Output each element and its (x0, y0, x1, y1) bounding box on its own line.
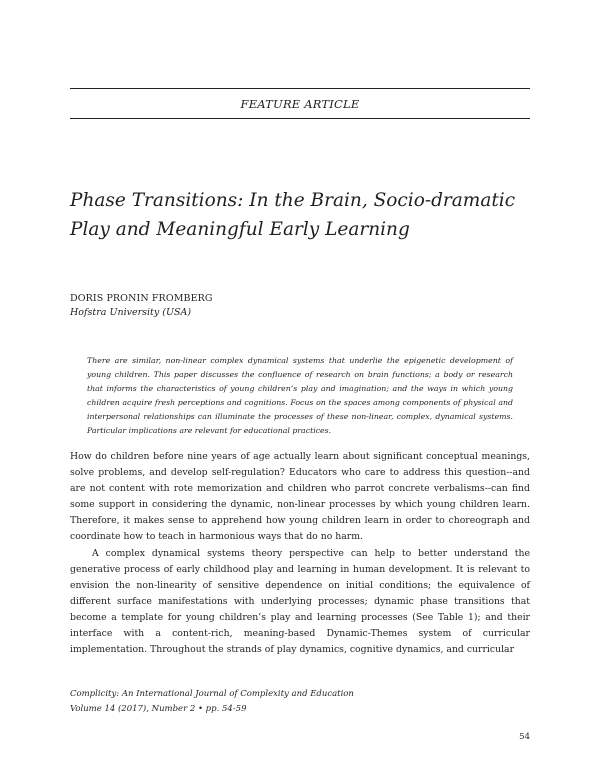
abstract: There are similar, non-linear complex dynamical systems that underlie the epigenetic development of young children. This paper discusses the confluence of research on brain functions; a body or research that informs the characteristics of young children’s play and imagination; and the ways in which young children acquire fresh perceptions and cognitions. Focus on the spaces among components of physical and interpersonal relationships can illuminate the processes of these non-linear, complex, dynamical systems. Particular implications are relevant for educational practices. (87, 356, 513, 435)
section-label: FEATURE ARTICLE (240, 97, 360, 111)
author-affiliation: Hofstra University (USA) (70, 307, 192, 318)
journal-citation (70, 687, 354, 717)
article-body (70, 449, 530, 658)
author-name: DORIS PRONIN FROMBERG (70, 293, 213, 304)
header-top-rule (70, 88, 530, 89)
journal-name: Complicity: An International Journal of Complexity and Education (70, 689, 354, 699)
article-title: Phase Transitions: In the Brain, Socio-dramatic Play and Meaningful Early Learning (70, 190, 516, 240)
page-number: 54 (519, 732, 530, 742)
body-paragraph-1: How do children before nine years of age actually learn about significant conceptual meanings, solve problems, and develop self-regulation? Educators who care to address this question--and are not content with rote memorization and children who parrot concrete verbalisms--can find some support in considering the dynamic, non-linear processes by which young children learn. Therefore, it makes sense to apprehend how young children learn in order to choreograph and coordinate how to teach in harmonious ways that do no harm. (70, 451, 530, 543)
journal-volume: Volume 14 (2017), Number 2 • pp. 54-59 (70, 704, 247, 714)
body-paragraph-2: A complex dynamical systems theory perspective can help to better understand the generative process of early childhood play and learning in human development. It is relevant to envision the non-linearity of sensitive dependence on initial conditions; the equivalence of different surface manifestations with underlying processes; dynamic phase transitions that become a template for young children’s play and learning processes (See Table 1); and their interface with a content-rich, meaning-based Dynamic-Themes system of curricular implementation. Throughout the strands of play dynamics, cognitive dynamics, and curricular (70, 547, 530, 656)
header-bottom-rule (70, 118, 530, 119)
